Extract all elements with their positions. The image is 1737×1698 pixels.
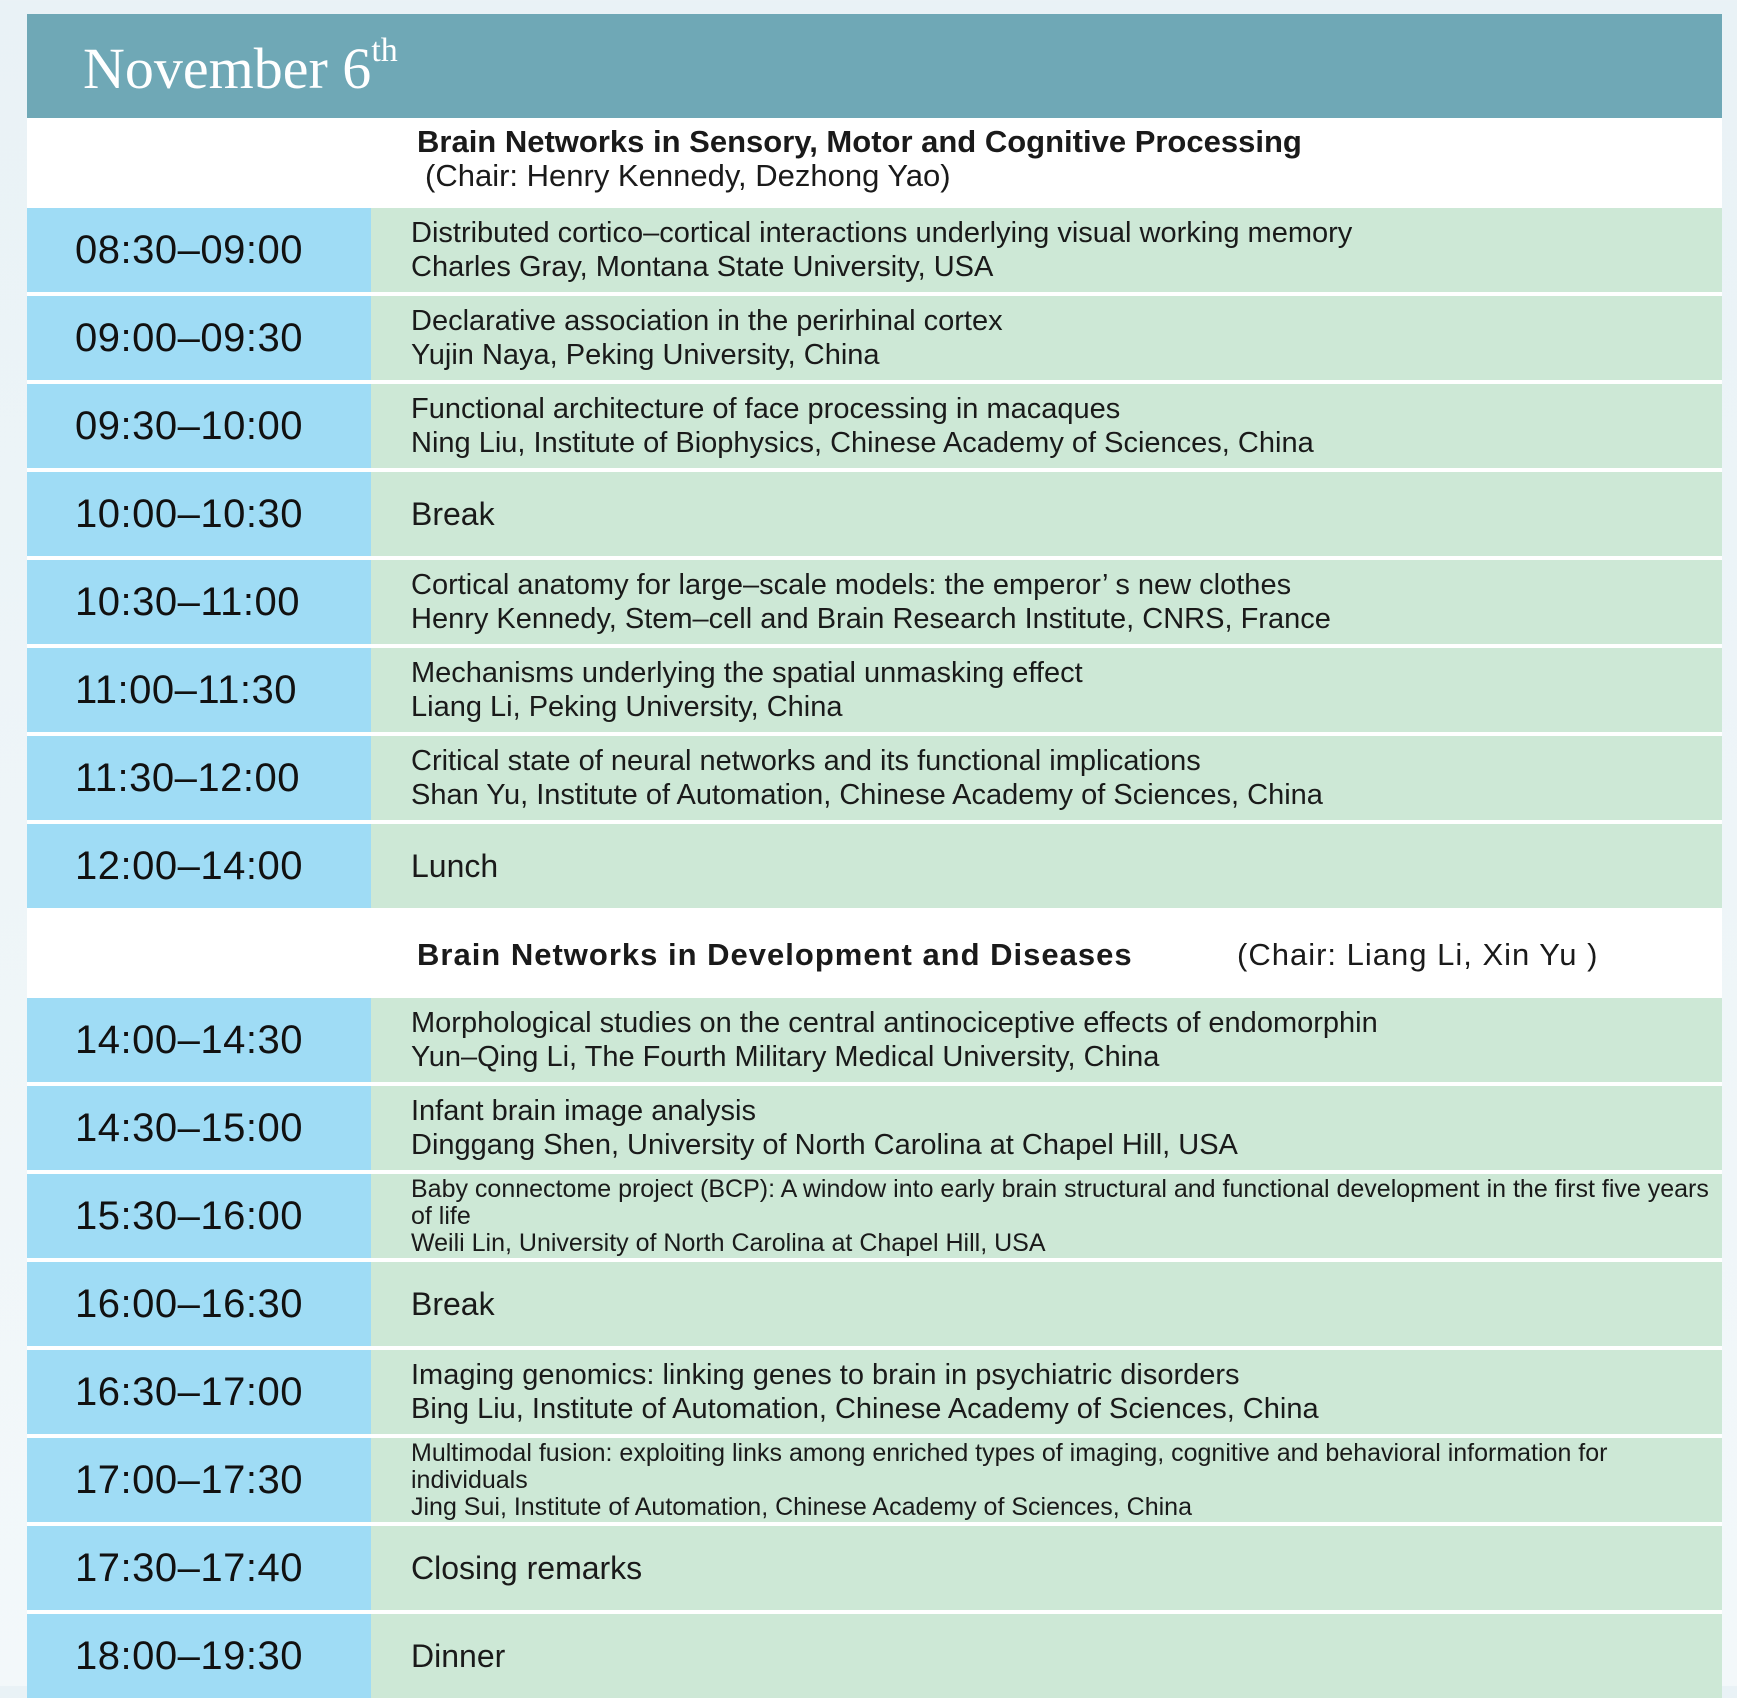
session-header-2: [27, 908, 1722, 994]
event-label: Lunch: [411, 847, 499, 884]
talk-title: Distributed cortico–cortical interactions underlying visual working memory: [411, 217, 1353, 249]
session-2-rows: [27, 994, 1722, 1698]
time-slot: 16:00–16:30: [27, 1262, 371, 1346]
schedule-row: [27, 994, 1722, 1082]
session-chair: (Chair: Henry Kennedy, Dezhong Yao): [425, 158, 951, 193]
talk-title: Declarative association in the perirhinal cortex: [411, 305, 1003, 337]
schedule-row: [27, 644, 1722, 732]
time-slot: 10:30–11:00: [27, 560, 371, 644]
slot-content: [371, 1262, 1722, 1346]
time-slot: 17:30–17:40: [27, 1526, 371, 1610]
time-slot: 14:00–14:30: [27, 998, 371, 1082]
slot-content: [371, 648, 1722, 732]
event-label: Break: [411, 1285, 495, 1322]
event-label: Closing remarks: [411, 1549, 643, 1586]
time-slot: 08:30–09:00: [27, 208, 371, 292]
slot-content: [371, 384, 1722, 468]
day-header: [27, 14, 1722, 118]
speaker: Yun–Qing Li, The Fourth Military Medical University, China: [411, 1041, 1160, 1073]
schedule-row: [27, 204, 1722, 292]
time-slot: 18:00–19:30: [27, 1614, 371, 1698]
session-title: Brain Networks in Sensory, Motor and Cognitive Processing: [417, 124, 1302, 159]
slot-content: [371, 296, 1722, 380]
talk-title: Multimodal fusion: exploiting links among enriched types of imaging, cognitive and behavioral information for individuals: [411, 1438, 1608, 1494]
speaker: Charles Gray, Montana State University, USA: [411, 251, 994, 283]
event-label: Dinner: [411, 1637, 506, 1674]
slot-content: [371, 998, 1722, 1082]
time-slot: 11:00–11:30: [27, 648, 371, 732]
slot-content: [371, 1438, 1722, 1522]
event-label: Break: [411, 495, 495, 532]
talk-title: Morphological studies on the central antinociceptive effects of endomorphin: [411, 1007, 1378, 1039]
schedule-row: [27, 1082, 1722, 1170]
schedule-row: [27, 1610, 1722, 1698]
speaker: Weili Lin, University of North Carolina at Chapel Hill, USA: [411, 1228, 1046, 1257]
speaker: Jing Sui, Institute of Automation, Chinese Academy of Sciences, China: [411, 1492, 1192, 1521]
schedule-row: [27, 1170, 1722, 1258]
day-title-suffix: th: [371, 32, 398, 69]
time-slot: 17:00–17:30: [27, 1438, 371, 1522]
slot-content: [371, 472, 1722, 556]
schedule-row: [27, 820, 1722, 908]
schedule-row: [27, 468, 1722, 556]
time-slot: 09:00–09:30: [27, 296, 371, 380]
session-chair: (Chair: Liang Li, Xin Yu ): [1237, 937, 1599, 972]
schedule-row: [27, 1522, 1722, 1610]
slot-content: [371, 1526, 1722, 1610]
schedule-row: [27, 1434, 1722, 1522]
schedule-row: [27, 292, 1722, 380]
time-slot: 10:00–10:30: [27, 472, 371, 556]
talk-title: Imaging genomics: linking genes to brain in psychiatric disorders: [411, 1359, 1240, 1391]
day-title: [83, 32, 398, 101]
schedule-row: [27, 1258, 1722, 1346]
time-slot: 15:30–16:00: [27, 1174, 371, 1258]
speaker: Shan Yu, Institute of Automation, Chinese Academy of Sciences, China: [411, 779, 1323, 811]
slot-content: [371, 824, 1722, 908]
slot-content: [371, 1086, 1722, 1170]
slot-content: [371, 1174, 1722, 1258]
schedule-row: [27, 556, 1722, 644]
time-slot: 11:30–12:00: [27, 736, 371, 820]
time-slot: 16:30–17:00: [27, 1350, 371, 1434]
speaker: Dinggang Shen, University of North Carolina at Chapel Hill, USA: [411, 1129, 1238, 1161]
slot-content: [371, 560, 1722, 644]
time-slot: 14:30–15:00: [27, 1086, 371, 1170]
session-1-rows: [27, 204, 1722, 908]
speaker: Ning Liu, Institute of Biophysics, Chinese Academy of Sciences, China: [411, 427, 1314, 459]
talk-title: Functional architecture of face processing in macaques: [411, 393, 1121, 425]
time-slot: 12:00–14:00: [27, 824, 371, 908]
slot-content: [371, 1614, 1722, 1698]
slot-content: [371, 1350, 1722, 1434]
speaker: Liang Li, Peking University, China: [411, 691, 843, 723]
talk-title: Infant brain image analysis: [411, 1095, 756, 1127]
talk-title: Mechanisms underlying the spatial unmasking effect: [411, 657, 1083, 689]
speaker: Yujin Naya, Peking University, China: [411, 339, 880, 371]
schedule-row: [27, 732, 1722, 820]
speaker: Bing Liu, Institute of Automation, Chinese Academy of Sciences, China: [411, 1393, 1319, 1425]
schedule-row: [27, 380, 1722, 468]
session-header-1: [27, 118, 1722, 204]
session-title: Brain Networks in Development and Diseases: [417, 937, 1133, 972]
speaker: Henry Kennedy, Stem–cell and Brain Research Institute, CNRS, France: [411, 603, 1331, 635]
schedule-sheet: [27, 14, 1722, 1698]
slot-content: [371, 736, 1722, 820]
schedule-row: [27, 1346, 1722, 1434]
talk-title: Baby connectome project (BCP): A window into early brain structural and functional development in the first five years of life: [411, 1174, 1709, 1230]
day-title-text: November 6: [83, 36, 372, 101]
talk-title: Critical state of neural networks and its functional implications: [411, 745, 1201, 777]
time-slot: 09:30–10:00: [27, 384, 371, 468]
slot-content: [371, 208, 1722, 292]
talk-title: Cortical anatomy for large–scale models: the emperor’ s new clothes: [411, 569, 1292, 601]
